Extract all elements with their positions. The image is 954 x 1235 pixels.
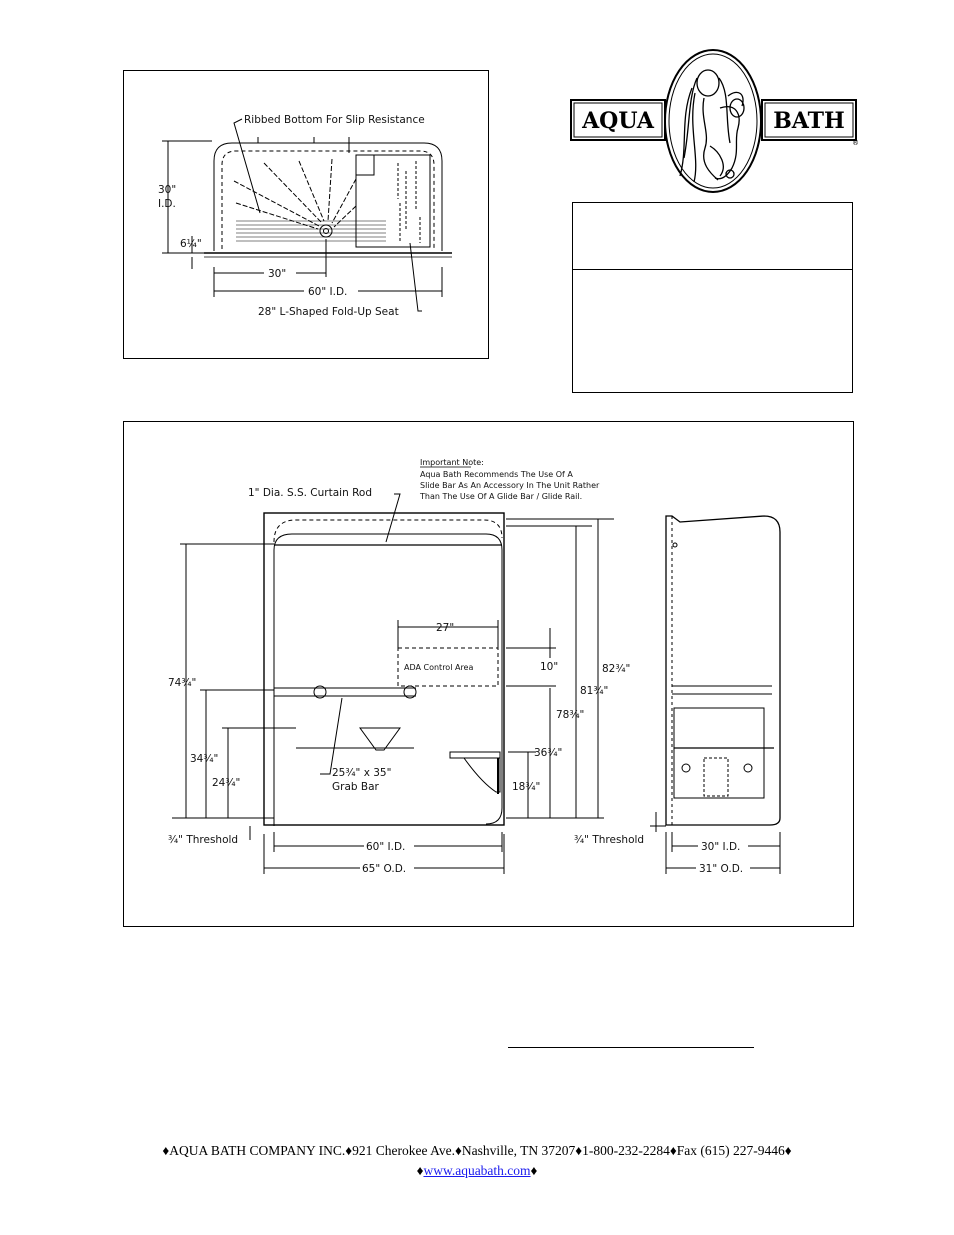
threshold-left-label: ¾" Threshold xyxy=(168,834,239,846)
note-line-3: Than The Use Of A Glide Bar / Glide Rail. xyxy=(420,492,583,501)
product-info-box xyxy=(572,202,853,393)
registered-mark: ® xyxy=(852,139,859,147)
front-width-id-dim: 60" I.D. xyxy=(366,841,406,853)
height-24-dim: 24¾" xyxy=(212,777,241,789)
aqua-bath-logo xyxy=(570,48,860,196)
footer-address-line: ♦AQUA BATH COMPANY INC.♦921 Cherokee Ave.♦Nashville, TN 37207♦1-800-232-2284♦Fax (615) 227-9446♦ xyxy=(162,1143,792,1158)
note-line-2: Slide Bar As An Accessory In The Unit Rather xyxy=(420,481,600,490)
ribbed-bottom-callout: Ribbed Bottom For Slip Resistance xyxy=(244,114,425,126)
plan-width-dim: 60" I.D. xyxy=(308,286,348,298)
info-box-divider xyxy=(573,269,852,270)
elevation-drawing xyxy=(124,422,852,925)
company-footer xyxy=(0,1141,954,1181)
plan-depth-sub: I.D. xyxy=(158,198,176,210)
footer-website-line xyxy=(0,1161,954,1181)
footer-diamond-left: ♦ xyxy=(416,1163,424,1178)
ada-control-area-label: ADA Control Area xyxy=(404,663,474,672)
plan-view-panel xyxy=(123,70,489,359)
height-74-dim: 74¾" xyxy=(168,677,197,689)
fold-up-seat-callout: 28" L-Shaped Fold-Up Seat xyxy=(258,306,399,318)
side-depth-od-dim: 31" O.D. xyxy=(699,863,744,875)
height-78-dim: 78¾" xyxy=(556,709,585,721)
height-18-dim: 18¾" xyxy=(512,781,541,793)
side-depth-id-dim: 30" I.D. xyxy=(701,841,741,853)
threshold-right-label: ¾" Threshold xyxy=(574,834,645,846)
plan-half-width-dim: 30" xyxy=(268,268,287,280)
plan-seat-height-dim: 6¼" xyxy=(180,238,202,250)
note-line-1: Aqua Bath Recommends The Use Of A xyxy=(420,470,573,479)
grab-bar-size: 25¾" x 35" xyxy=(332,767,392,779)
front-width-od-dim: 65" O.D. xyxy=(362,863,407,875)
plan-view-drawing xyxy=(124,71,487,357)
height-81-dim: 81¾" xyxy=(580,685,609,697)
signature-line xyxy=(508,1047,754,1048)
website-link[interactable]: www.aquabath.com xyxy=(423,1163,531,1178)
curtain-rod-callout: 1" Dia. S.S. Curtain Rod xyxy=(248,487,372,499)
ada-height-dim: 10" xyxy=(540,661,559,673)
logo-left-word: AQUA xyxy=(582,108,654,134)
important-note-title: Important Note: xyxy=(420,458,484,467)
plan-depth-dim: 30" xyxy=(158,184,177,196)
height-34-dim: 34¾" xyxy=(190,753,219,765)
height-82-dim: 82¾" xyxy=(602,663,631,675)
ada-width-dim: 27" xyxy=(436,622,455,634)
grab-bar-label: Grab Bar xyxy=(332,781,379,793)
elevation-panel xyxy=(123,421,854,927)
logo-right-word: BATH xyxy=(773,108,845,134)
height-36-dim: 36¾" xyxy=(534,747,563,759)
footer-diamond-right: ♦ xyxy=(530,1163,538,1178)
